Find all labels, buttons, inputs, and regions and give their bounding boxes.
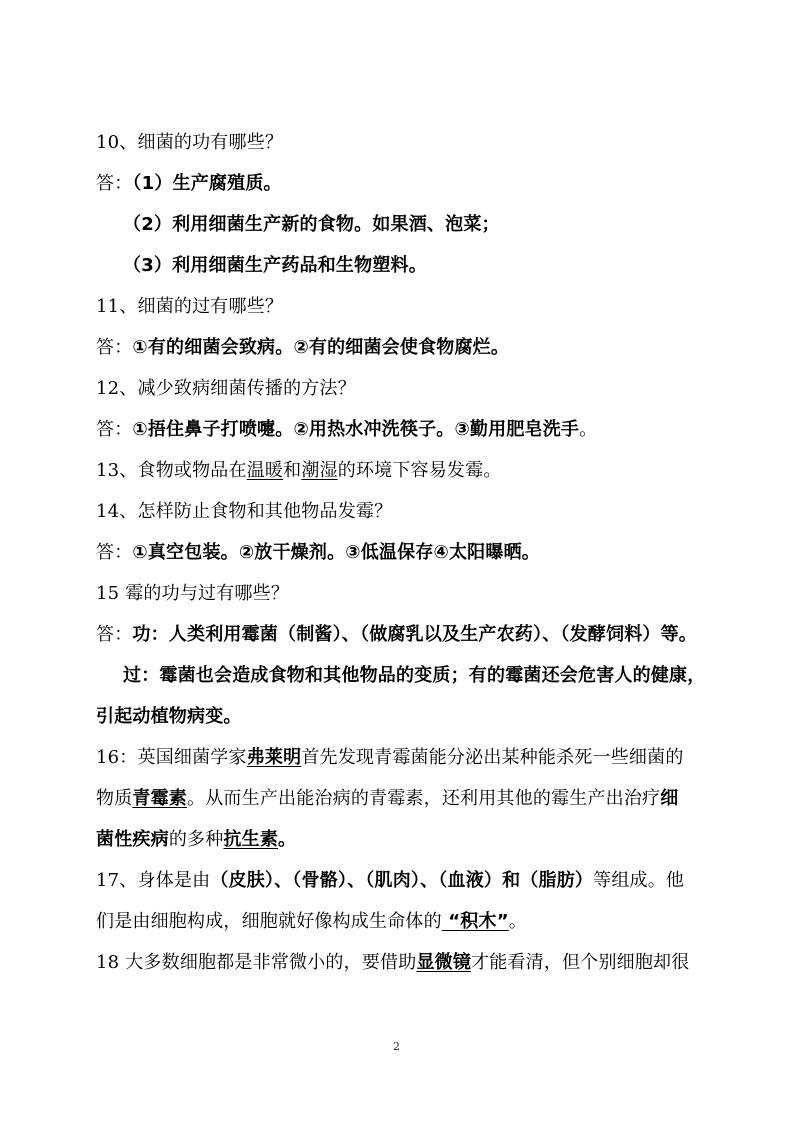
statement-text: 等组成。他 xyxy=(593,870,685,891)
statement-text: 。从而生产出能治病的青霉素，还利用其他的霉生产出治疗 xyxy=(187,788,661,809)
question-12 xyxy=(96,368,698,409)
key-terms-body-parts: （皮肤）、（骨骼）、（肌肉）、（血液）和（脂肪） xyxy=(210,870,594,891)
answer-10-line-3 xyxy=(96,245,698,286)
statement-text: 首先发现青霉菌能分泌出某种能杀死一些细菌的 xyxy=(301,747,684,768)
statement-text: 18 大多数细胞都是非常微小的，要借助 xyxy=(96,952,417,973)
key-term-microscope: 显微镜 xyxy=(416,952,472,973)
question-11 xyxy=(96,286,698,327)
question-text: 12、减少致病细菌传播的方法？ xyxy=(96,378,356,399)
page-number: 2 xyxy=(393,1040,400,1053)
answer-text: 过：霉菌也会造成食物和其他物品的变质；有的霉菌还会危害人的健康， xyxy=(123,665,706,686)
answer-10-line-2 xyxy=(96,204,698,245)
statement-16-line-1 xyxy=(96,737,698,778)
answer-11 xyxy=(96,327,698,368)
question-14 xyxy=(96,491,698,532)
question-text: 11、细菌的过有哪些？ xyxy=(96,296,284,317)
answer-end: 。 xyxy=(579,419,598,440)
statement-17-line-1 xyxy=(96,860,698,901)
statement-17-line-2 xyxy=(96,901,698,942)
statement-text: 们是由细胞构成，细胞就好像构成生命体的 xyxy=(96,911,442,932)
question-text: 15 霉的功与过有哪些？ xyxy=(96,583,290,604)
statement-end: 。 xyxy=(278,829,297,850)
answer-prefix: 答： xyxy=(96,337,133,358)
key-term-antibiotics: 抗生素 xyxy=(223,829,279,850)
answer-prefix: 答： xyxy=(96,542,133,563)
statement-text: 物质 xyxy=(96,788,133,809)
underlined-term-humid: 潮湿 xyxy=(301,460,338,481)
question-text: 10、细菌的功有哪些？ xyxy=(96,132,284,153)
answer-prefix: 答： xyxy=(96,173,133,194)
answer-text: ①真空包装。②放干燥剂。③低温保存④太阳曝晒。 xyxy=(132,542,540,563)
statement-16-line-3 xyxy=(96,819,698,860)
statement-text: 的环境下容易发霉。 xyxy=(337,460,502,481)
key-term-bacterial-disease: 细 xyxy=(660,788,679,809)
question-10 xyxy=(96,122,698,163)
statement-text: 16：英国细菌学家 xyxy=(96,747,247,768)
document-page xyxy=(96,122,706,983)
answer-text: 引起动植物病变。 xyxy=(96,706,242,727)
answer-text: ①有的细菌会致病。②有的细菌会使食物腐烂。 xyxy=(132,337,510,358)
statement-text: 13、食物或物品在 xyxy=(96,460,247,481)
question-15 xyxy=(96,573,698,614)
answer-text: （3）利用细菌生产药品和生物塑料。 xyxy=(123,255,427,276)
answer-14 xyxy=(96,532,698,573)
answer-text: 功：人类利用霉菌（制酱）、（做腐乳以及生产农药）、（发酵饲料）等。 xyxy=(132,624,698,645)
answer-12 xyxy=(96,409,698,450)
statement-text: 。 xyxy=(508,911,527,932)
statement-text: 17、身体是由 xyxy=(96,870,211,891)
underlined-term-warm: 温暖 xyxy=(246,460,284,481)
answer-15-line-3 xyxy=(96,696,698,737)
statement-text: 和 xyxy=(283,460,302,481)
answer-prefix: 答： xyxy=(96,624,133,645)
answer-text: （2）利用细菌生产新的食物。如果酒、泡菜； xyxy=(123,214,500,235)
answer-prefix: 答： xyxy=(96,419,133,440)
statement-text: 才能看清，但个别细胞却很 xyxy=(471,952,690,973)
statement-16-line-2 xyxy=(96,778,698,819)
statement-18-line-1 xyxy=(96,942,698,983)
answer-10-line-1 xyxy=(96,163,698,204)
answer-text: （1）生产腐殖质。 xyxy=(132,173,282,194)
key-term-fleming: 弗莱明 xyxy=(246,747,302,768)
answer-text: ①捂住鼻子打喷嚏。②用热水冲洗筷子。③勤用肥皂洗手 xyxy=(132,419,580,440)
key-term-bacterial-disease: 菌性疾病 xyxy=(96,829,169,850)
key-term-building-blocks: “积木” xyxy=(441,911,509,932)
answer-15-line-1 xyxy=(96,614,698,655)
key-term-penicillin: 青霉素 xyxy=(132,788,188,809)
answer-15-line-2 xyxy=(96,655,706,696)
statement-13 xyxy=(96,450,698,491)
question-text: 14、怎样防止食物和其他物品发霉？ xyxy=(96,501,393,522)
statement-text: 的多种 xyxy=(168,829,224,850)
